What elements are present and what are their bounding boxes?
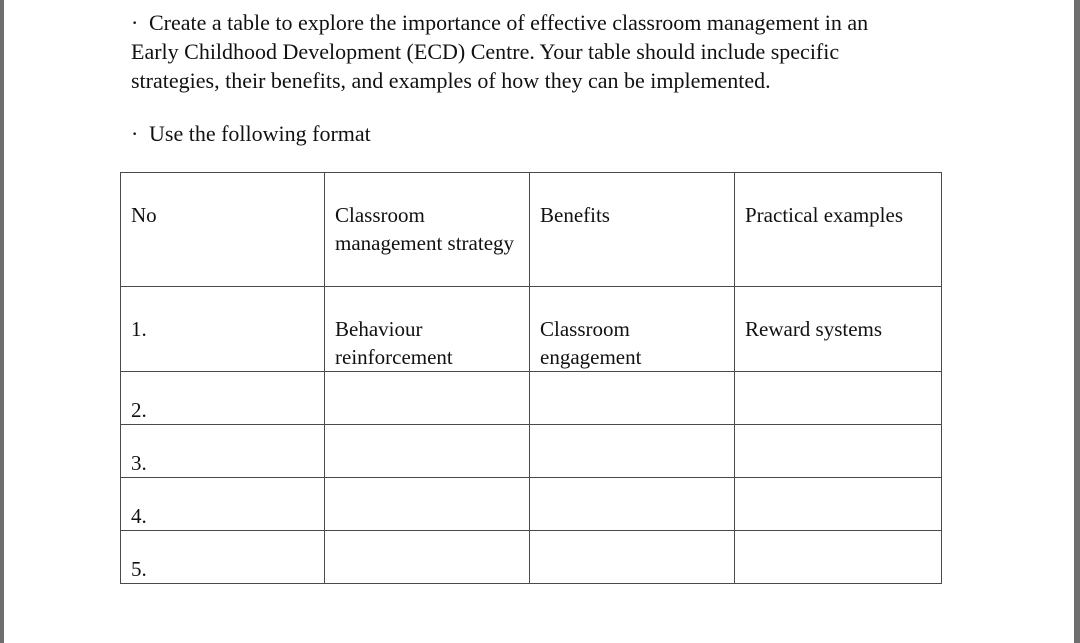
cell-strategy	[325, 531, 530, 584]
strategy-table	[120, 172, 942, 584]
cell-examples	[735, 425, 942, 478]
cell-examples	[735, 478, 942, 531]
header-examples: Practical examples	[735, 173, 942, 287]
task-line-2: Early Childhood Development (ECD) Centre. Your table should include specific	[131, 39, 840, 64]
cell-strategy	[325, 425, 530, 478]
cell-strategy: Behaviour reinforcement	[325, 287, 530, 372]
task-line-3: strategies, their benefits, and examples of how they can be implemented.	[131, 68, 771, 93]
header-no: No	[121, 173, 325, 287]
cell-strategy	[325, 372, 530, 425]
cell-no: 1.	[121, 287, 325, 372]
cell-benefits	[530, 372, 735, 425]
cell-examples: Reward systems	[735, 287, 942, 372]
bullet-marker: ·	[131, 121, 139, 146]
cell-examples	[735, 372, 942, 425]
format-instruction-text: Use the following format	[149, 121, 371, 146]
table-row	[121, 372, 942, 425]
cell-no: 5.	[121, 531, 325, 584]
bullet-marker: ·	[131, 10, 139, 35]
table-row	[121, 425, 942, 478]
table-row	[121, 287, 942, 372]
cell-no: 4.	[121, 478, 325, 531]
header-strategy: Classroom management strategy	[325, 173, 530, 287]
table-row	[121, 531, 942, 584]
cell-strategy	[325, 478, 530, 531]
format-instruction	[131, 119, 371, 148]
cell-benefits	[530, 478, 735, 531]
table-row	[121, 478, 942, 531]
cell-examples	[735, 531, 942, 584]
task-line-1: · Create a table to explore the importance of effective classroom management in an	[131, 10, 869, 35]
cell-no: 2.	[121, 372, 325, 425]
document-page	[4, 0, 1074, 643]
task-instructions	[131, 8, 991, 95]
cell-benefits: Classroom engagement	[530, 287, 735, 372]
header-benefits: Benefits	[530, 173, 735, 287]
cell-benefits	[530, 531, 735, 584]
cell-benefits	[530, 425, 735, 478]
cell-no: 3.	[121, 425, 325, 478]
table-header-row	[121, 173, 942, 287]
